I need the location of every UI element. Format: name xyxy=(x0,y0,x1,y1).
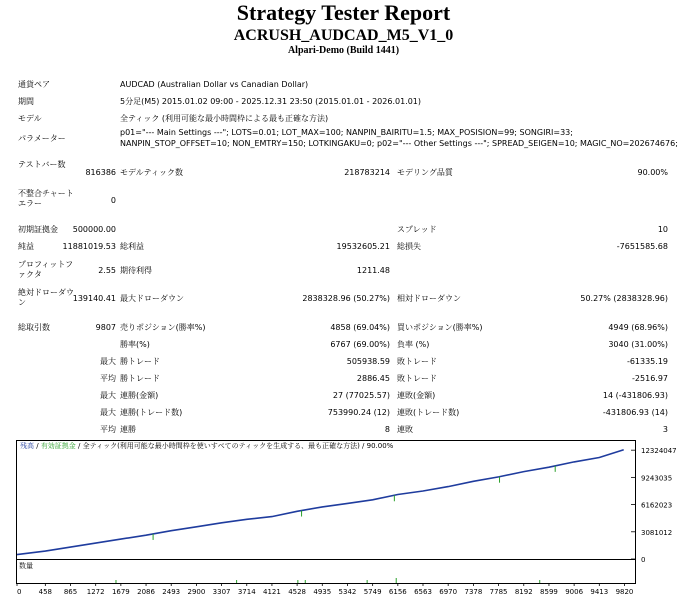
x-tick-label: 5342 xyxy=(338,588,357,596)
max-drawdown-value: 2838328.96 (50.27%) xyxy=(302,294,390,303)
x-tick-label: 6156 xyxy=(388,588,407,596)
legend-sep-3: / xyxy=(359,442,367,450)
max-drawdown-label: 最大ドローダウン xyxy=(120,294,184,303)
x-tick-label: 1272 xyxy=(86,588,105,596)
spread-value: 10 xyxy=(657,225,668,234)
short-positions-label: 売りポジション(勝率%) xyxy=(120,323,206,332)
legend-sep-1: / xyxy=(34,442,41,450)
deposit-value: 500000.00 xyxy=(72,225,116,234)
x-tick-label: 7785 xyxy=(489,588,508,596)
volume-label: 数量 xyxy=(19,562,33,570)
x-tick-label: 7378 xyxy=(464,588,483,596)
params-line-2: NANPIN_STOP_OFFSET=10; NON_EMTRY=150; LOTKINGAKU=0; p02="--- Other Settings ---"; SPREAD_SEIGEN=10; MAGIC_NO=202674676; xyxy=(120,139,678,148)
x-tick-label: 9006 xyxy=(565,588,584,596)
best-trade-value: 505938.59 xyxy=(346,357,390,366)
avg-cons-wins-value: 8 xyxy=(384,425,390,434)
cons-losses-value: 14 (-431806.93) xyxy=(602,391,668,400)
worst-trade-label: 敗トレード xyxy=(397,357,437,366)
cons-loss-label: 連敗(トレード数) xyxy=(397,408,460,417)
avg-win-value: 2886.45 xyxy=(356,374,390,383)
gross-profit-value: 19532605.21 xyxy=(336,242,390,251)
profit-factor-value: 2.55 xyxy=(98,266,116,275)
avg-win-label: 勝トレード xyxy=(120,374,160,383)
x-tick-label: 6970 xyxy=(439,588,458,596)
cons-losses-label: 連敗(金額) xyxy=(397,391,436,400)
gross-loss-label: 総損失 xyxy=(397,242,421,251)
legend-model: 全ティック(利用可能な最小時間枠を使いすべてのティックを生成する、最も正確な方法) xyxy=(82,442,360,450)
x-tick-label: 5749 xyxy=(363,588,382,596)
x-tick-label: 8599 xyxy=(540,588,558,596)
x-tick-label: 4935 xyxy=(313,588,332,596)
net-profit-label: 純益 xyxy=(18,242,34,251)
x-tick-label: 9413 xyxy=(590,588,609,596)
bars-value: 816386 xyxy=(85,168,116,177)
y-tick-label: 12324047 xyxy=(641,447,677,456)
x-tick-label: 9820 xyxy=(615,588,634,596)
ticks-value: 218783214 xyxy=(344,168,390,177)
cons-wins-value: 27 (77025.57) xyxy=(332,391,390,400)
volume-panel-frame xyxy=(17,560,636,584)
avg-loss-label: 敗トレード xyxy=(397,374,437,383)
expected-payoff-value: 1211.48 xyxy=(356,266,390,275)
mismatch-value: 0 xyxy=(110,196,116,205)
avg-label-1: 平均 xyxy=(100,374,116,383)
ticks-label: モデルティック数 xyxy=(120,168,183,177)
avg-cons-losses-value: 3 xyxy=(662,425,668,434)
y-tick-label: 0 xyxy=(641,556,646,564)
loss-rate-value: 3040 (31.00%) xyxy=(608,340,668,349)
legend-equity: 有効証拠金 xyxy=(40,442,76,450)
x-tick-label: 2086 xyxy=(137,588,155,596)
quality-value: 90.00% xyxy=(637,168,668,177)
rel-drawdown-label: 相対ドローダウン xyxy=(397,294,461,303)
chart-legend xyxy=(20,441,394,450)
x-tick-label: 3307 xyxy=(212,588,231,596)
long-positions-label: 買いポジション(勝率%) xyxy=(397,323,483,332)
x-tick-label: 0 xyxy=(17,588,22,596)
gross-loss-value: -7651585.68 xyxy=(616,242,668,251)
avg-cons-losses-label: 連敗 xyxy=(397,425,413,434)
y-axis-ticks xyxy=(631,447,677,564)
server-name: Alpari-Demo (Build 1441) xyxy=(287,45,400,56)
total-trades-value: 9807 xyxy=(95,323,116,332)
max-label-3: 最大 xyxy=(100,408,116,417)
avg-cons-wins-label: 連勝 xyxy=(120,425,136,434)
cons-wins-label: 連勝(金額) xyxy=(120,391,159,400)
short-positions-value: 4858 (69.04%) xyxy=(330,323,390,332)
win-rate-value: 6767 (69.00%) xyxy=(330,340,390,349)
x-tick-label: 865 xyxy=(63,588,78,596)
y-tick-label: 3081012 xyxy=(641,528,673,537)
ea-name: ACRUSH_AUDCAD_M5_V1_0 xyxy=(233,27,454,44)
net-profit-value: 11881019.53 xyxy=(62,242,116,251)
x-tick-label: 6563 xyxy=(414,588,432,596)
symbol-label: 通貨ペア xyxy=(18,80,50,89)
x-tick-label: 1679 xyxy=(111,588,130,596)
rel-drawdown-value: 50.27% (2838328.96) xyxy=(580,294,668,303)
y-tick-label: 6162023 xyxy=(641,501,673,510)
expected-payoff-label: 期待利得 xyxy=(120,266,152,275)
y-tick-label: 9243035 xyxy=(641,474,673,483)
model-value: 全ティック (利用可能な最小時間枠による最も正確な方法) xyxy=(120,114,329,123)
deposit-label: 初期証拠金 xyxy=(18,225,58,234)
model-label: モデル xyxy=(18,114,42,123)
legend-sep-2: / xyxy=(75,442,83,450)
best-trade-label: 勝トレード xyxy=(120,357,160,366)
x-tick-label: 458 xyxy=(38,588,53,596)
loss-rate-label: 負率 (%) xyxy=(397,340,430,349)
period-value: 5分足(M5) 2015.01.02 09:00 - 2025.12.31 23:50 (2015.01.01 - 2026.01.01) xyxy=(120,97,422,106)
max-label-1: 最大 xyxy=(100,357,116,366)
params-line-1: p01="--- Main Settings ---"; LOTS=0.01; LOT_MAX=100; NANPIN_BAIRITU=1.5; MAX_POSISION=99; SONGIRI=33; xyxy=(120,128,573,137)
abs-drawdown-value: 139140.41 xyxy=(72,294,116,303)
long-positions-value: 4949 (68.96%) xyxy=(608,323,668,332)
x-axis-ticks xyxy=(17,584,633,597)
quality-label: モデリング品質 xyxy=(397,168,453,177)
report-title: Strategy Tester Report xyxy=(236,0,451,25)
x-tick-label: 4528 xyxy=(288,588,307,596)
x-tick-label: 2493 xyxy=(162,588,181,596)
x-tick-label: 8192 xyxy=(514,588,533,596)
max-label-2: 最大 xyxy=(100,391,116,400)
cons-loss-value: -431806.93 (14) xyxy=(602,408,668,417)
win-rate-label: 勝率(%) xyxy=(120,340,150,349)
period-label: 期間 xyxy=(18,97,34,106)
spread-label: スプレッド xyxy=(397,225,437,234)
mismatch-label: 不整合チャートエラー xyxy=(18,189,74,208)
avg-loss-value: -2516.97 xyxy=(632,374,668,383)
worst-trade-value: -61335.19 xyxy=(626,357,668,366)
total-trades-label: 総取引数 xyxy=(18,323,50,332)
symbol-value: AUDCAD (Australian Dollar vs Canadian Dollar) xyxy=(120,80,309,89)
x-tick-label: 4121 xyxy=(263,588,281,596)
abs-drawdown-label: 絶対ドローダウン xyxy=(18,288,74,307)
legend-balance: 残高 xyxy=(20,442,34,450)
cons-profit-label: 連勝(トレード数) xyxy=(120,408,183,417)
bars-label: テストバー数 xyxy=(18,160,66,169)
gross-profit-label: 総利益 xyxy=(120,242,144,251)
cons-profit-value: 753990.24 (12) xyxy=(327,408,390,417)
avg-label-2: 平均 xyxy=(100,425,116,434)
profit-factor-label: プロフィットファクタ xyxy=(18,260,74,279)
x-tick-label: 3714 xyxy=(237,588,256,596)
params-label: パラメーター xyxy=(18,134,66,143)
legend-quality: 90.00% xyxy=(366,442,394,450)
x-tick-label: 2900 xyxy=(187,588,206,596)
balance-chart xyxy=(16,440,677,596)
